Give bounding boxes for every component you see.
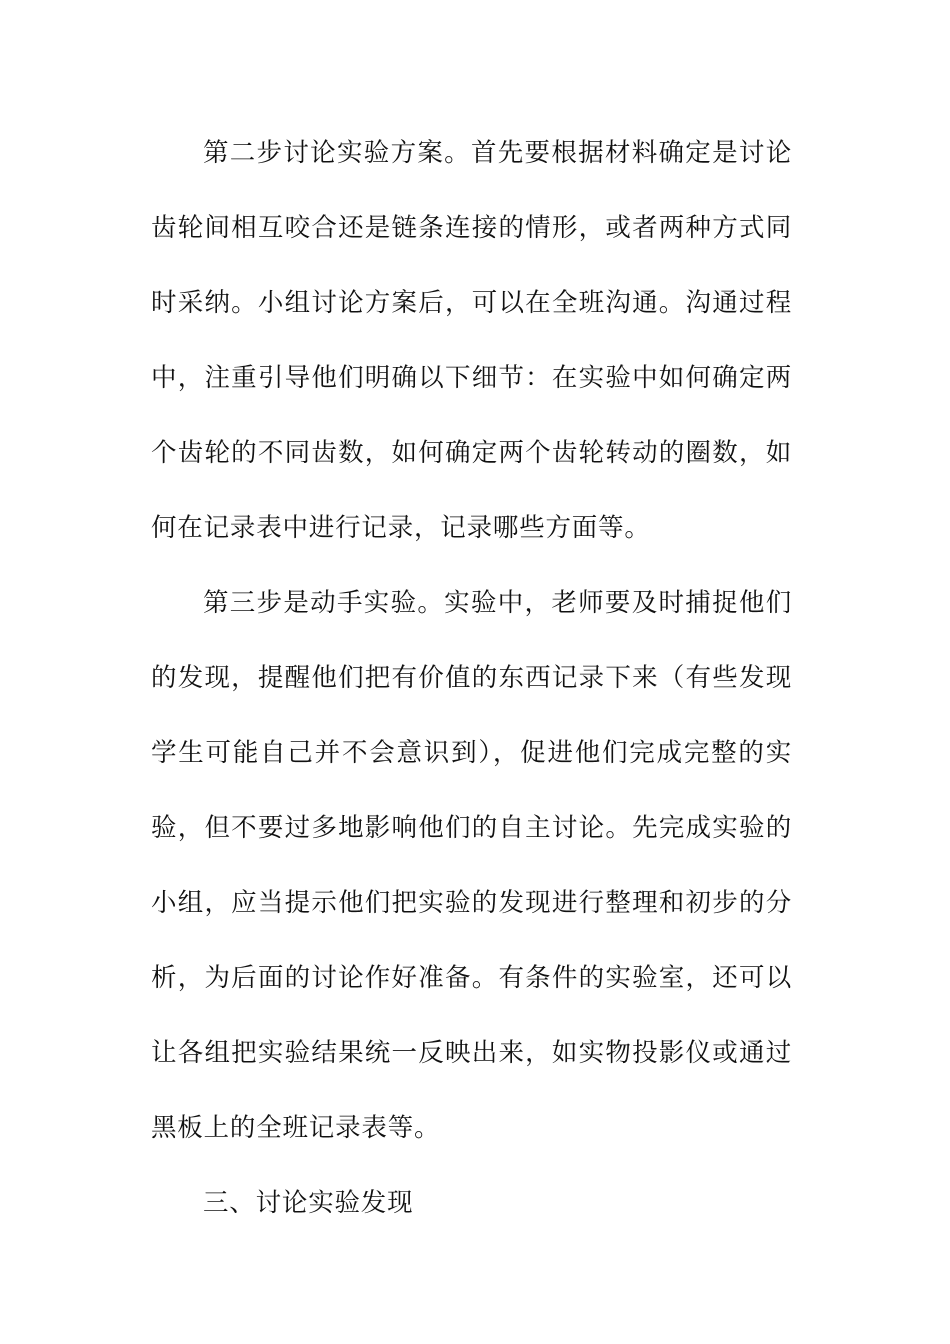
paragraph-step-three: 第三步是动手实验。实验中，老师要及时捕捉他们的发现，提醒他们把有价值的东西记录下来（有些发现学生可能自己并不会意识到），促进他们完成完整的实验，但不要过多地影响他们的自主讨论。先完成实验的小组，应当提示他们把实验的发现进行整理和初步的分析，为后面的讨论作好准备。有条件的实验室，还可以让各组把实验结果统一反映出来，如实物投影仪或通过黑板上的全班记录表等。 <box>151 588 792 1143</box>
section-heading: 三、讨论实验发现 <box>203 1188 414 1218</box>
document-body <box>151 116 792 1241</box>
paragraph-step-two: 第二步讨论实验方案。首先要根据材料确定是讨论齿轮间相互咬合还是链条连接的情形，或者两种方式同时采纳。小组讨论方案后，可以在全班沟通。沟通过程中，注重引导他们明确以下细节：在实验中如何确定两个齿轮的不同齿数，如何确定两个齿轮转动的圈数，如何在记录表中进行记录，记录哪些方面等。 <box>151 138 792 543</box>
